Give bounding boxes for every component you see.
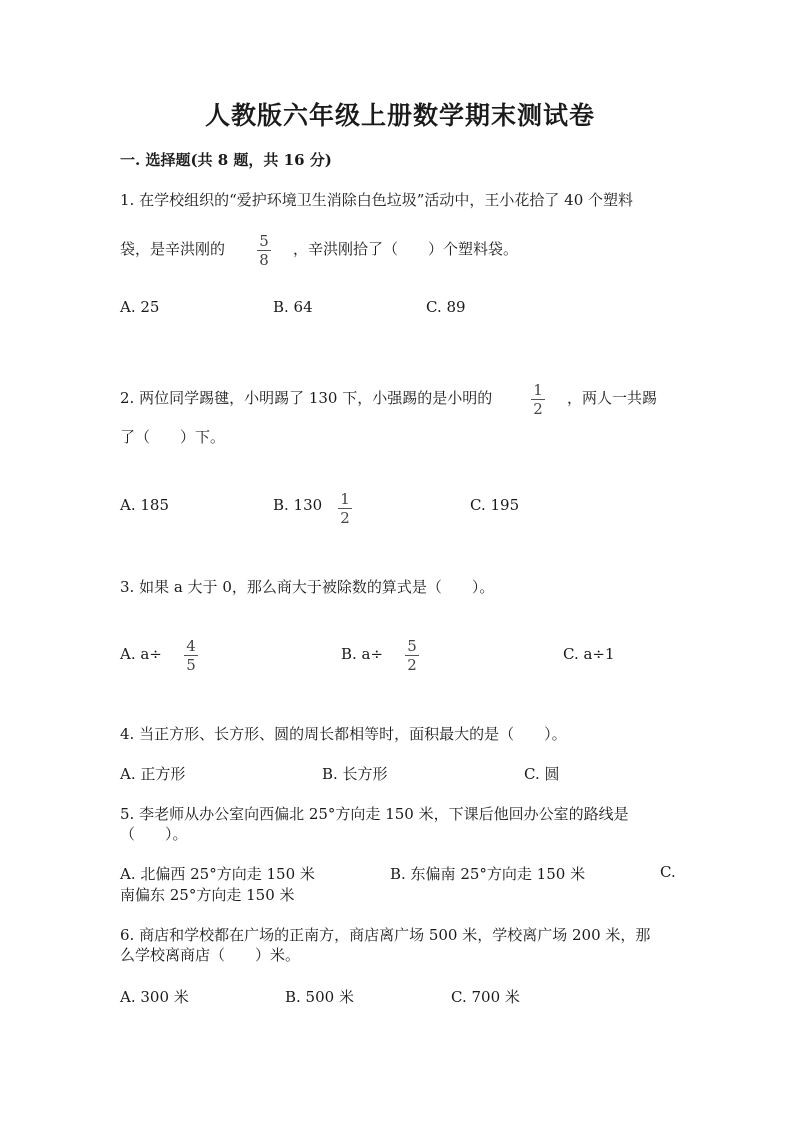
q3-line1: 3. 如果 a 大于 0，那么商大于被除数的算式是（ ）。	[120, 578, 495, 596]
q6-option-c: C. 700 米	[451, 988, 520, 1006]
q2-option-a: A. 185	[120, 496, 169, 514]
q3-option-b: B. a÷	[341, 645, 384, 663]
q5-line1: 5. 李老师从办公室向西偏北 25°方向走 150 米，下课后他回办公室的路线是	[120, 805, 629, 823]
q5-option-b: B. 东偏南 25°方向走 150 米	[390, 865, 586, 883]
q3-option-a-fraction	[184, 638, 198, 673]
page-title: 人教版六年级上册数学期末测试卷	[204, 101, 595, 130]
fraction-denominator: 2	[407, 656, 417, 674]
q5-option-a: A. 北偏西 25°方向走 150 米	[120, 865, 315, 883]
q3-option-a: A. a÷	[120, 645, 162, 663]
q2-line2: 了（ ）下。	[120, 428, 226, 446]
q2-option-c: C. 195	[470, 496, 520, 514]
fraction-denominator: 2	[533, 400, 543, 418]
q4-option-b: B. 长方形	[322, 765, 388, 783]
q2-option-b-fraction	[338, 491, 352, 526]
fraction-denominator: 8	[259, 251, 269, 269]
q1-option-a: A. 25	[120, 298, 160, 316]
q2-line1b: ，两人一共踢	[567, 389, 658, 407]
q5-option-c-continued: 南偏东 25°方向走 150 米	[120, 886, 295, 904]
q2-line1a: 2. 两位同学踢毽，小明踢了 130 下，小强踢的是小明的	[120, 389, 493, 407]
fraction-numerator: 5	[259, 232, 269, 250]
q1-fraction	[257, 233, 271, 268]
fraction-numerator: 4	[186, 637, 196, 655]
q6-line1: 6. 商店和学校都在广场的正南方，商店离广场 500 米，学校离广场 200 米，那	[120, 926, 651, 944]
fraction-denominator: 5	[186, 656, 196, 674]
q1-line2a: 袋，是辛洪刚的	[120, 240, 226, 258]
fraction-numerator: 5	[407, 637, 417, 655]
fraction-numerator: 1	[340, 490, 350, 508]
section-heading: 一. 选择题(共 8 题，共 16 分)	[120, 151, 332, 169]
q4-option-a: A. 正方形	[120, 765, 186, 783]
q5-line2: （ ）。	[120, 825, 188, 843]
fraction-denominator: 2	[340, 509, 350, 527]
q1-line2b: ，辛洪刚拾了（ ）个塑料袋。	[293, 240, 519, 258]
q4-option-c: C. 圆	[524, 765, 560, 783]
q6-line2: 么学校离商店（ ）米。	[120, 946, 301, 964]
q1-option-c: C. 89	[426, 298, 466, 316]
q3-option-c: C. a÷1	[563, 645, 615, 663]
q6-option-a: A. 300 米	[120, 988, 189, 1006]
q2-option-b: B. 130	[273, 496, 323, 514]
q6-option-b: B. 500 米	[285, 988, 354, 1006]
fraction-numerator: 1	[533, 381, 543, 399]
q3-option-b-fraction	[405, 638, 419, 673]
q4-line1: 4. 当正方形、长方形、圆的周长都相等时，面积最大的是（ ）。	[120, 725, 567, 743]
q2-fraction	[531, 382, 545, 417]
q5-option-c: C.	[660, 863, 676, 881]
q1-option-b: B. 64	[273, 298, 313, 316]
q1-line1: 1. 在学校组织的“爱护环境卫生消除白色垃圾”活动中，王小花拾了 40 个塑料	[120, 191, 634, 209]
